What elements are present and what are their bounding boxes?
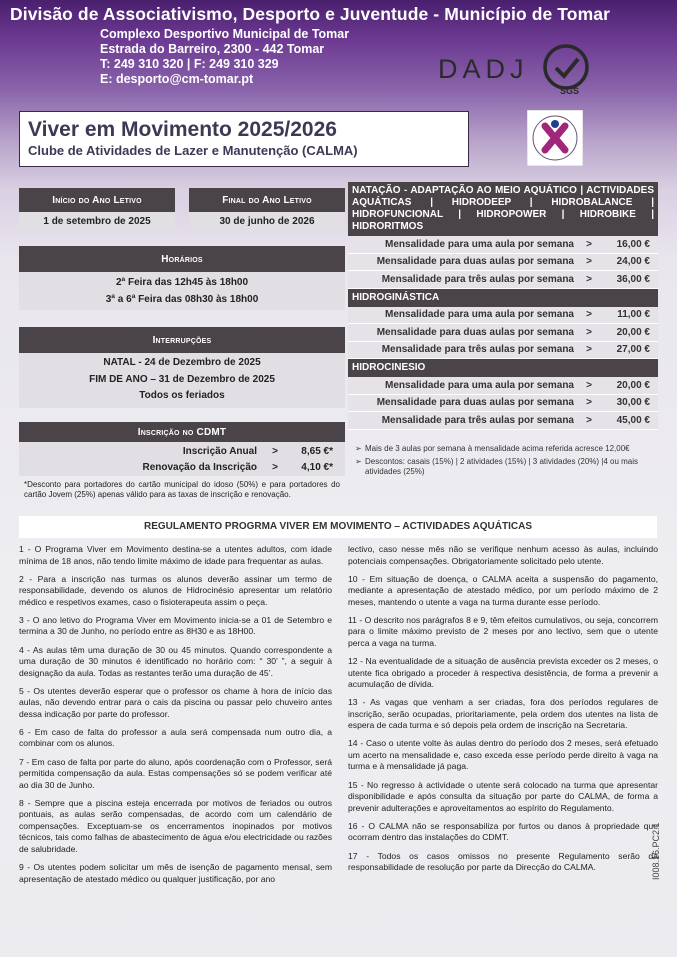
contact-line: E: desporto@cm-tomar.pt: [100, 72, 254, 86]
regulation-paragraph: 7 - Em caso de falta por parte do aluno, após coordenação com o Professor, será permitida compensação da aula. Estas compensações só se podem verificar até ao dia 30 de Junho.: [19, 756, 332, 790]
price-row: [348, 377, 658, 395]
contact-line: T: 249 310 320 | F: 249 310 329: [100, 57, 279, 71]
contact-line: Estrada do Barreiro, 2300 - 442 Tomar: [100, 42, 325, 56]
title-box: [19, 111, 469, 167]
registration-label: Inscrição no CDMT: [19, 422, 345, 442]
price-row: [348, 342, 658, 360]
regulation-title: REGULAMENTO PROGRMA VIVER EM MOVIMENTO – ACTIVIDADES AQUÁTICAS: [19, 516, 657, 538]
price-value: 20,00 €: [616, 379, 650, 391]
price-value: 45,00 €: [616, 414, 650, 426]
contact-block: [100, 27, 420, 87]
price-group-heading: NATAÇÃO - ADAPTAÇÃO AO MEIO AQUÁTICO | ACTIVIDADES AQUÁTICAS | HIDRODEEP | HIDROBALANCE | HIDROFUNCIONAL | HIDROPOWER | HIDROBIKE | HIDRORITMOS: [348, 182, 658, 236]
price-value: 16,00 €: [616, 238, 650, 250]
regulation-paragraph: 12 - Na eventualidade de a situação de ausência prevista exceder os 2 meses, o utente fica obrigado a proceder à respectiva desistência, de forma a prevenir a acumulação de dívida.: [348, 656, 658, 690]
interruptions-body: [19, 353, 345, 408]
hours-body: [19, 272, 345, 310]
price-label: Mensalidade para três aulas por semana: [381, 414, 574, 426]
registration-row-arrow: >: [272, 461, 278, 473]
regulation-paragraph: 6 - Em caso de falta do professor a aula será compensada num outro dia, a combinar com os alunos.: [19, 726, 332, 749]
note-item: ➢ Descontos: casais (15%) | 2 atividades (15%) | 3 atividades (20%) |4 ou mais atividades (25%): [355, 457, 655, 477]
registration-body: [19, 442, 345, 476]
regulation-paragraph: 5 - Os utentes deverão esperar que o professor os chame à hora de início das aulas, não devendo entrar para o cais da piscina ou passar pelo chuveiro antes dessa indicação por parte do professor.: [19, 685, 332, 719]
regulation-paragraph: 17 - Todos os casos omissos no presente Regulamento serão da responsabilidade de resolução por parte da Direcção do CALMA.: [348, 850, 658, 872]
regulation-paragraph: 3 - O ano letivo do Programa Viver em Movimento inicia-se a 01 de Setembro e termina a 30 de Junho, no período entre as 8H30 e as 18H00.: [19, 614, 332, 637]
hours-label: Horários: [19, 246, 345, 272]
regulation-paragraph: 13 - As vagas que venham a ser criadas, fora dos períodos regulares de inscrição, serão ocupadas, prioritariamente, pela ordem dos utentes na lista de espera de cada turma e só depois pela ordem de inscrição na Secretaria.: [348, 697, 658, 731]
regulation-paragraph: 2 - Para a inscrição nas turmas os alunos deverão assinar um termo de responsabilidade, devendo os alunos de Hidrocinésio apresentar um relatório médico e respetivos exames, caso o fisioterapeuta assim o peça.: [19, 573, 332, 607]
regulation-right-column: [348, 544, 658, 880]
regulation-paragraph: 9 - Os utentes podem solicitar um mês de isenção de pagamento mensal, sem apresentação de atestado médico ou qualquer justificação, por ano: [19, 862, 332, 884]
registration-row: [19, 459, 345, 475]
price-row: [348, 254, 658, 272]
registration-row: [19, 443, 345, 459]
price-arrow: >: [586, 273, 592, 285]
price-value: 30,00 €: [616, 397, 650, 409]
price-arrow: >: [586, 309, 592, 321]
calma-logo: [527, 110, 583, 166]
price-label: Mensalidade para uma aula por semana: [385, 238, 574, 250]
registration-row-value: 4,10 €*: [301, 461, 333, 473]
price-value: 27,00 €: [616, 344, 650, 356]
regulation-paragraph: 10 - Em situação de doença, o CALMA aceita a suspensão do pagamento, mediante a apresentação de atestado médico, por um período máximo de 2 meses, mantendo o utente a vaga na turma durante esse período.: [348, 573, 658, 607]
price-row: [348, 412, 658, 430]
document-reference-code: I008.16.PC2.1: [651, 822, 661, 880]
hours-line: 3ª a 6ª Feira das 08h30 às 18h00: [105, 293, 259, 305]
registration-row-value: 8,65 €*: [301, 445, 333, 457]
price-arrow: >: [586, 379, 592, 391]
price-row: [348, 395, 658, 413]
price-group-heading: HIDROCINESIO: [348, 359, 658, 377]
logo-sub: SGS: [560, 86, 580, 94]
regulation-paragraph: 14 - Caso o utente volte às aulas dentro do período dos 2 meses, será efetuado um acerto na mensalidade e, caso exceda esse período perde direito à vaga na turma e à mensalidade já paga.: [348, 738, 658, 772]
start-label: Início do Ano Letivo: [19, 188, 175, 212]
price-label: Mensalidade para duas aulas por semana: [376, 326, 574, 338]
regulation-paragraph: 16 - O CALMA não se responsabiliza por furtos ou danos à propriedade que ocorram dentro das instalações do CDMT.: [348, 820, 658, 843]
page-subtitle: Clube de Atividades de Lazer e Manutenção (CALMA): [28, 143, 358, 158]
interruption-line: NATAL - 24 de Dezembro de 2025: [103, 357, 261, 368]
end-value: 30 de junho de 2026: [189, 212, 345, 232]
price-arrow: >: [586, 238, 592, 250]
interruption-line: FIM DE ANO – 31 de Dezembro de 2025: [89, 373, 275, 385]
regulation-paragraph: 8 - Sempre que a piscina esteja encerrada por motivos de feriados ou outros pontuais, as aulas serão compensadas, de acordo com um calendário de compensações. Exceptuam-se os encerramentos inopinados por motivos técnicos, tais como falhas de abastecimento de água e/ou electricidade ou razões de salubridade.: [19, 797, 332, 854]
note-item: ➢ Mais de 3 aulas por semana à mensalidade acima referida acresce 12,00€: [355, 444, 655, 454]
price-row: [348, 271, 658, 289]
end-label: Final do Ano Letivo: [189, 188, 345, 212]
price-label: Mensalidade para três aulas por semana: [381, 344, 574, 356]
contact-line: Complexo Desportivo Municipal de Tomar: [100, 27, 350, 41]
registration-row-label: Inscrição Anual: [182, 445, 257, 457]
interruptions-label: Interrupções: [19, 327, 345, 353]
start-value: 1 de setembro de 2025: [19, 212, 175, 232]
registration-row-arrow: >: [272, 445, 278, 457]
regulation-left-column: [19, 544, 332, 892]
logo-text: DADJ: [438, 54, 529, 84]
regulation-paragraph: 4 - As aulas têm uma duração de 30 ou 45 minutos. Quando correspondente a uma duração de 30 minutos é identificado no horário com: “ 30’ ”, a seguir à designação da aula. Todas as restantes terão uma duração de 45’.: [19, 644, 332, 678]
page-title: Viver em Movimento 2025/2026: [28, 118, 337, 141]
price-arrow: >: [586, 414, 592, 426]
price-table: [348, 182, 658, 430]
price-arrow: >: [586, 256, 592, 268]
price-arrow: >: [586, 326, 592, 338]
price-value: 11,00 €: [617, 309, 650, 321]
price-value: 36,00 €: [616, 273, 650, 285]
department-title: Divisão de Associativismo, Desporto e Juventude - Município de Tomar: [10, 4, 610, 24]
price-group-heading: HIDROGINÁSTICA: [348, 289, 658, 307]
dadj-logo: [438, 40, 598, 94]
price-row: [348, 324, 658, 342]
regulation-paragraph: lectivo, caso nesse mês não se verifique nenhum acesso às aulas, incluindo potenciais compensações. Obrigatoriamente solicitado pelo utente.: [348, 544, 658, 566]
notes-list: [355, 444, 655, 480]
price-value: 20,00 €: [616, 326, 650, 338]
interruption-line: Todos os feriados: [139, 390, 225, 401]
price-value: 24,00 €: [616, 256, 650, 268]
price-label: Mensalidade para uma aula por semana: [385, 379, 574, 391]
regulation-paragraph: 11 - O descrito nos parágrafos 8 e 9, têm efeitos cumulativos, ou seja, concorrem para o limite máximo previsto de 2 meses por ano lectivo, sem que o utente perca a vaga na turma.: [348, 614, 658, 648]
price-row: [348, 307, 658, 325]
registration-footnote: *Desconto para portadores do cartão municipal do idoso (50%) e para portadores do cartão Jovem (25%) apenas válido para as taxas de inscrição e renovação.: [24, 480, 340, 499]
price-row: [348, 236, 658, 254]
registration-row-label: Renovação da Inscrição: [142, 461, 257, 473]
hours-line: 2ª Feira das 12h45 às 18h00: [115, 277, 249, 288]
regulation-paragraph: 1 - O Programa Viver em Movimento destina-se a utentes adultos, com idade mínima de 18 anos, não tendo limite máximo de idade para frequentar as aulas.: [19, 544, 332, 566]
price-label: Mensalidade para duas aulas por semana: [376, 397, 574, 409]
price-label: Mensalidade para duas aulas por semana: [376, 256, 574, 268]
price-arrow: >: [586, 397, 592, 409]
price-label: Mensalidade para uma aula por semana: [385, 309, 574, 321]
price-arrow: >: [586, 344, 592, 356]
regulation-paragraph: 15 - No regresso à actividade o utente será colocado na turma que apresentar disponibilidade e após consulta da situação por parte do CALMA, de forma a prevenir adulterações e aproveitamentos ao espírito do Regulamento.: [348, 779, 658, 813]
price-label: Mensalidade para três aulas por semana: [381, 273, 574, 285]
